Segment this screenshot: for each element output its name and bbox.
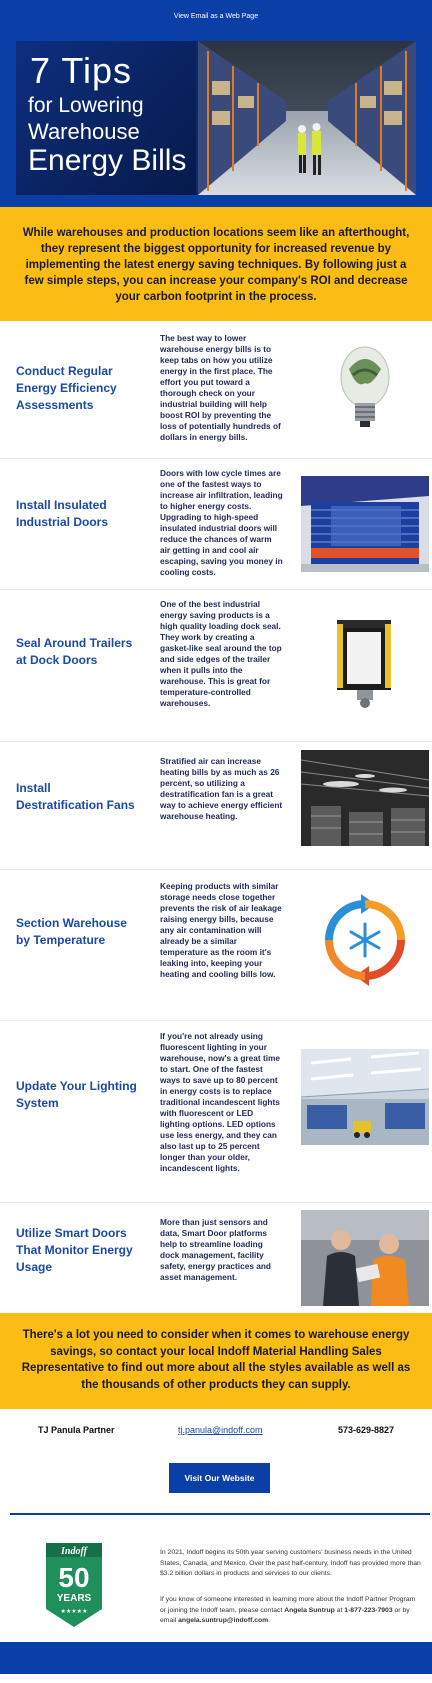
cta-text: There's a lot you need to consider when it comes to warehouse energy savings, so contact your local Indoff Material Handling Sales Representative to find out more about all the styles available as well as the thousands of other products they can supply. xyxy=(0,1313,432,1409)
contact-name: TJ Panula Partner xyxy=(38,1425,115,1435)
badge-number: 50 xyxy=(58,1562,90,1593)
tip-body: Keeping products with similar storage needs close together prevents the risk of air leakage raising energy bills, because any air contamination will already be a similar temperature as the room it's leaking into, keeping your heating and cooling bills low. xyxy=(160,881,282,979)
warehouse-workers-photo xyxy=(198,41,416,195)
footer-p2-end: . xyxy=(268,1617,271,1624)
footer-contact-name: Angela Suntrup xyxy=(284,1606,335,1614)
footer-paragraph-2 xyxy=(160,1595,422,1627)
footer-p2-start: If you know of someone interested in learning more about the Indoff Partner Program or joining the Indoff team, please contact xyxy=(160,1596,416,1614)
hero-title-line-3: Warehouse xyxy=(28,119,140,144)
dock-seal-image xyxy=(301,610,429,710)
tip-row-2 xyxy=(0,459,432,590)
tip-body: One of the best industrial energy saving products is a high quality loading dock seal. They work by creating a gasket-like seal around the top and side edges of the trailer when it pulls into the warehouse. This is great for temperature-controlled warehouses. xyxy=(160,599,282,708)
badge-stars: ★★★★★ xyxy=(60,1608,88,1615)
contact-row xyxy=(0,1409,432,1451)
view-web-link[interactable]: View Email as a Web Page xyxy=(173,12,259,20)
tip-title: Update Your Lighting System xyxy=(16,1079,137,1110)
tip-row-3 xyxy=(0,590,432,742)
tip-title: Conduct Regular Energy Efficiency Assessments xyxy=(16,364,117,412)
hero-title-panel xyxy=(16,41,196,195)
footer-p2-mid: at xyxy=(334,1606,345,1614)
tip-title: Section Warehouse by Temperature xyxy=(16,916,127,947)
badge-word: YEARS xyxy=(56,1593,92,1604)
money-lightbulb-image xyxy=(301,337,429,437)
tip-row-1 xyxy=(0,321,432,459)
tip-row-5 xyxy=(0,870,432,1021)
badge-brand: Indoff xyxy=(61,1546,87,1557)
temperature-snowflake-sun-icon xyxy=(301,890,429,990)
tip-body: More than just sensors and data, Smart Door platforms help to streamline loading dock management, facility safety, energy practices and asset management. xyxy=(160,1217,271,1282)
tip-row-7 xyxy=(0,1203,432,1313)
indoff-50-years-badge xyxy=(46,1543,102,1627)
tip-body: Stratified air can increase heating bills by as much as 26 percent, so utilizing a destratification fan is a great way to achieve energy efficient warehouse heating. xyxy=(160,756,283,821)
hero-title-line-2: for Lowering xyxy=(28,94,144,117)
contact-phone[interactable]: 573-629-8827 xyxy=(338,1425,395,1435)
footer-contact-phone[interactable]: 1-877-223-7903 xyxy=(344,1606,393,1614)
contact-email-link[interactable]: tj.panula@indoff.com xyxy=(178,1425,263,1435)
destratification-fans-image xyxy=(301,750,429,846)
intro-text: While warehouses and production locations seem like an afterthought, they represent the biggest opportunity for increased revenue by implementing the latest energy saving techniques. By following just a few simple steps, you can increase your company's ROI and decrease your carbon footprint in the process. xyxy=(0,207,432,321)
tip-row-4 xyxy=(0,742,432,870)
tip-body: Doors with low cycle times are one of the fastest ways to increase air infiltration, leading to higher energy costs. Upgrading to high-speed insulated industrial doors will reduce the chances of warm air getting in and cool air escaping, saving you money in cooling costs. xyxy=(160,468,283,577)
visit-website-button[interactable]: Visit Our Website xyxy=(169,1463,270,1493)
footer-paragraph-1: In 2021, Indoff begins its 50th year serving customers' business needs in the United States, Canada, and Mexico. Over the past half-century, Indoff has provided more than $3.2 billion dollars in products and services to our clients. xyxy=(160,1549,421,1577)
button-row xyxy=(0,1451,432,1523)
divider xyxy=(10,1513,430,1515)
tip-title: Install Destratification Fans xyxy=(16,781,135,812)
hero-banner xyxy=(0,32,432,207)
footer-p2-or: or by email xyxy=(160,1606,410,1624)
tip-row-6 xyxy=(0,1021,432,1203)
hero-inner xyxy=(16,41,416,195)
tip-title: Seal Around Trailers at Dock Doors xyxy=(16,636,133,667)
tip-title: Install Insulated Industrial Doors xyxy=(16,498,109,529)
hero-title-line-1: 7 Tips xyxy=(30,50,133,91)
tip-body: The best way to lower warehouse energy bills is to keep tabs on how you utilize energy in the first place. The effort you put toward a thorough check on your industrial building will help boost ROI by preventing the loss of potentially hundreds of dollars in energy bills. xyxy=(160,333,281,442)
footer-contact-email[interactable]: angela.suntrup@indoff.com xyxy=(178,1617,269,1624)
industrial-doors-image xyxy=(301,476,429,572)
tip-body: If you're not already using fluorescent lighting in your warehouse, now's a great time to start. One of the fastest ways to save up to 80 percent in energy costs is to replace traditional incandescent lights with fluorescent or LED lighting options. LED options use less energy, and they can also last up to 25 percent longer than your older, incandescent lights. xyxy=(160,1031,281,1173)
smart-door-workers-image xyxy=(301,1210,429,1306)
tip-title: Utilize Smart Doors That Monitor Energy Usage xyxy=(16,1226,133,1274)
hero-title-line-4: Energy Bills xyxy=(28,144,187,177)
warehouse-lighting-image xyxy=(301,1049,429,1145)
top-bar xyxy=(0,0,432,32)
bottom-bar xyxy=(0,1642,432,1674)
